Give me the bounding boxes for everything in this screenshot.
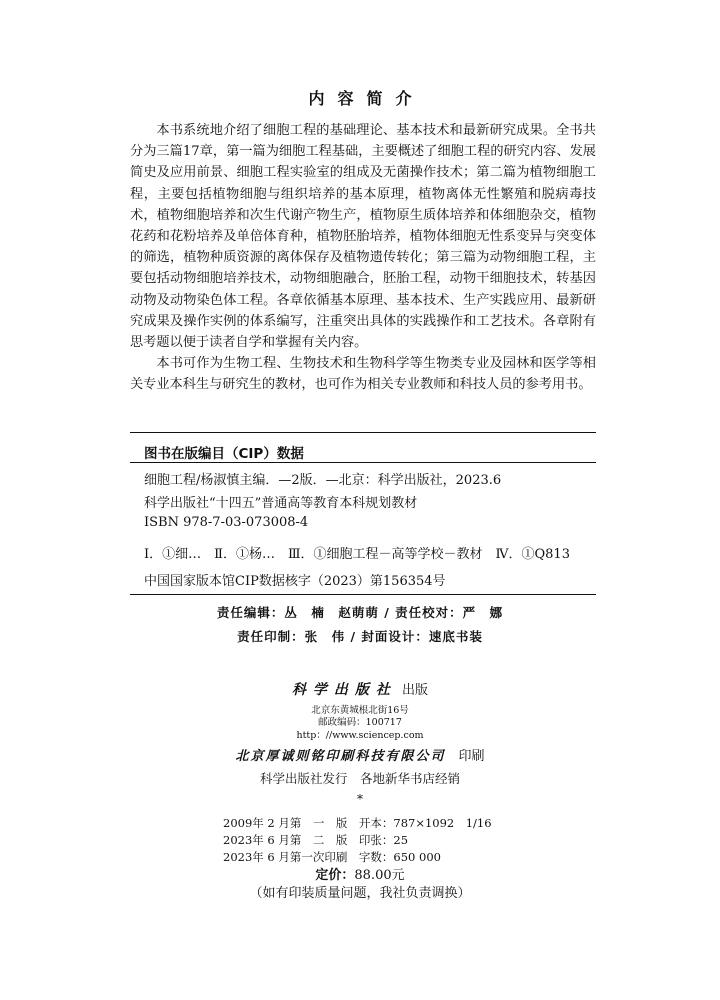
edition-spec: 2023年 6 月第 二 版 印张：25 (223, 833, 409, 847)
cip-heading-rule (130, 462, 596, 463)
cip-bottom-rule (130, 594, 596, 595)
cip-isbn: ISBN 978-7-03-073008-4 (144, 515, 309, 530)
quality-notice: （如有印装质量问题，我社负责调换） (249, 886, 471, 901)
summary-paragraph: 本书可作为生物工程、生物技术和生物科学等生物类专业及园林和医学等相关专业本科生与研究生的教材，也可作为相关专业教师和科技人员的参考用书。 (130, 356, 596, 393)
price-line (0, 864, 720, 883)
summary-title: 内容简介 (308, 89, 425, 108)
publisher-name: 科学出版社 (291, 682, 397, 698)
separator-star: * (357, 792, 363, 806)
cip-record-number: 中国国家版本馆CIP数据核字（2023）第156354号 (144, 574, 446, 589)
editor-credits: 责任编辑：丛 楠 赵萌萌 / 责任校对：严 娜 (216, 605, 504, 620)
printer-suffix: 印刷 (458, 749, 485, 764)
summary-body (130, 120, 596, 396)
publisher-suffix: 出版 (402, 683, 429, 698)
publisher-postcode: 邮政编码：100717 (318, 717, 402, 728)
cip-top-rule (130, 432, 596, 433)
cip-line: 科学出版社“十四五”普通高等教育本科规划教材 (144, 496, 418, 511)
distribution-line: 科学出版社发行 各地新华书店经销 (259, 771, 460, 786)
printer-line (0, 745, 720, 764)
publisher-url: http：//www.sciencep.com (296, 730, 424, 741)
summary-paragraph: 本书系统地介绍了细胞工程的基础理论、基本技术和最新研究成果。全书共分为三篇17章，第一篇为细胞工程基础，主要概述了细胞工程的研究内容、发展简史及应用前景、细胞工程实验室的组成及无菌操作技术；第二篇为植物细胞工程，主要包括植物细胞与组织培养的基本原理，植物离体无性繁殖和脱病毒技术，植物细胞培养和次生代谢产物生产，植物原生质体培养和体细胞杂交，植物花药和花粉培养及单倍体育种，植物胚胎培养，植物体细胞无性系变异与突变体的筛选，植物种质资源的离体保存及植物遗传转化；第三篇为动物细胞工程，主要包括动物细胞培养技术，动物细胞融合，胚胎工程，动物干细胞技术，转基因动物及动物染色体工程。各章依循基本原理、基本技术、生产实践应用、最新研究成果及操作实例的体系编写，注重突出具体的实践操作和工艺技术。各章附有思考题以便于读者自学和掌握有关内容。 (130, 123, 596, 351)
cip-line: 细胞工程/杨淑慎主编．—2版．—北京：科学出版社，2023.6 (144, 473, 502, 488)
cip-heading: 图书在版编目（CIP）数据 (144, 446, 304, 462)
edition-spec: 2023年 6 月第一次印刷 字数：650 000 (223, 850, 441, 864)
publisher-address: 北京东黄城根北街16号 (311, 705, 409, 716)
printer-name: 北京厚诚则铭印刷科技有限公司 (235, 749, 446, 764)
edition-spec: 2009年 2 月第 一 版 开本：787×1092 1/16 (223, 816, 492, 830)
price-value: 88.00元 (354, 868, 405, 883)
production-credits: 责任印制：张 伟 / 封面设计：速底书装 (237, 629, 483, 644)
price-label: 定价： (315, 868, 355, 883)
publisher-line (0, 679, 720, 699)
cip-classification: Ⅰ．①细… Ⅱ．①杨… Ⅲ．①细胞工程－高等学校－教材 Ⅳ．①Q813 (144, 547, 570, 562)
